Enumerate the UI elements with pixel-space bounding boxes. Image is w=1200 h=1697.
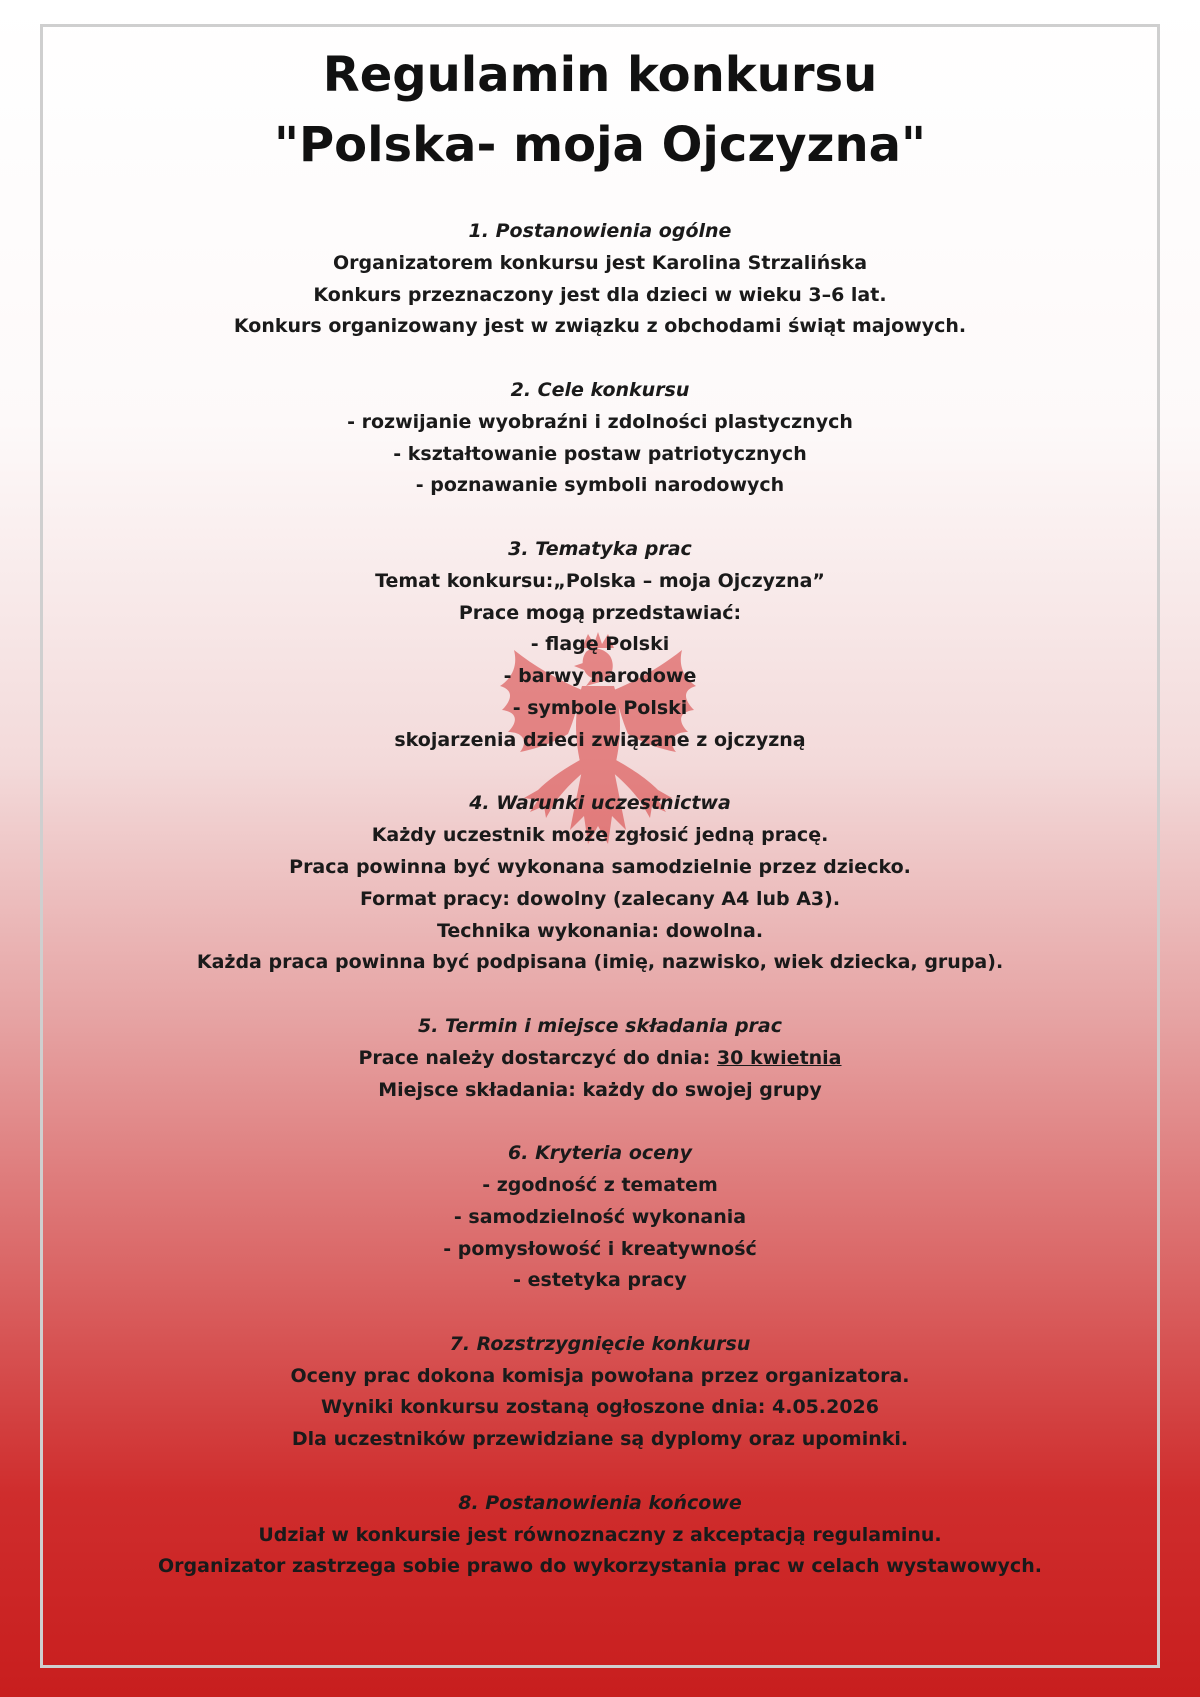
section-final-provisions xyxy=(60,1488,1140,1583)
section-line: Udział w konkursie jest równoznaczny z akceptacją regulaminu. xyxy=(258,1523,942,1546)
section-line: Temat konkursu:„Polska – moja Ojczyzna” xyxy=(375,569,825,592)
section-participation-conditions xyxy=(60,788,1140,979)
submission-place: Miejsce składania: każdy do swojej grupy xyxy=(378,1078,822,1101)
section-line: - barwy narodowe xyxy=(503,665,697,688)
section-line: - flagę Polski xyxy=(530,633,670,656)
title-line-1: Regulamin konkursu xyxy=(322,47,878,103)
section-line: - kształtowanie postaw patriotycznych xyxy=(393,442,807,465)
section-heading: 1. Postanowienia ogólne xyxy=(468,220,732,242)
deadline-line xyxy=(60,1043,1140,1075)
section-line: Oceny prac dokona komisja powołana przez organizatora. xyxy=(290,1364,910,1387)
section-line: - pomysłowość i kreatywność xyxy=(443,1237,757,1260)
section-general-provisions xyxy=(60,216,1140,343)
section-line: Konkurs przeznaczony jest dla dzieci w wieku 3–6 lat. xyxy=(313,283,887,306)
document-title xyxy=(60,40,1140,180)
section-line: Technika wykonania: dowolna. xyxy=(436,919,764,942)
section-line: Konkurs organizowany jest w związku z obchodami świąt majowych. xyxy=(233,315,967,338)
section-line: - poznawanie symboli narodowych xyxy=(415,474,785,497)
section-submission-deadline xyxy=(60,1011,1140,1106)
section-line: Dla uczestników przewidziane są dyplomy oraz upominki. xyxy=(291,1428,909,1451)
deadline-prefix: Prace należy dostarczyć do dnia: xyxy=(358,1046,717,1069)
sections-container xyxy=(60,216,1140,1583)
section-heading: 8. Postanowienia końcowe xyxy=(458,1491,742,1514)
section-line: Praca powinna być wykonana samodzielnie przez dziecko. xyxy=(289,855,911,878)
section-heading: 6. Kryteria oceny xyxy=(508,1142,692,1165)
section-line: Format pracy: dowolny (zalecany A4 lub A3). xyxy=(359,887,841,910)
section-line: skojarzenia dzieci związane z ojczyzną xyxy=(394,728,806,751)
section-heading: 3. Tematyka prac xyxy=(508,537,692,560)
section-contest-goals xyxy=(60,375,1140,502)
regulations-document xyxy=(60,40,1140,1615)
section-line: Prace mogą przedstawiać: xyxy=(458,601,742,624)
section-heading: 5. Termin i miejsce składania prac xyxy=(417,1014,783,1037)
section-evaluation-criteria xyxy=(60,1138,1140,1297)
title-line-2: "Polska- moja Ojczyzna" xyxy=(273,117,927,173)
section-heading: 2. Cele konkursu xyxy=(510,378,690,401)
section-line: Organizator zastrzega sobie prawo do wykorzystania prac w celach wystawowych. xyxy=(158,1555,1042,1578)
section-work-themes xyxy=(60,534,1140,757)
deadline-date: 30 kwietnia xyxy=(716,1046,842,1069)
section-line: - samodzielność wykonania xyxy=(453,1205,747,1228)
section-line: Każda praca powinna być podpisana (imię, nazwisko, wiek dziecka, grupa). xyxy=(196,951,1004,974)
section-line: - estetyka pracy xyxy=(513,1269,687,1292)
section-line: - zgodność z tematem xyxy=(482,1173,718,1196)
section-line: - symbole Polski xyxy=(512,696,688,719)
section-contest-resolution xyxy=(60,1329,1140,1456)
section-line: Każdy uczestnik może zgłosić jedną pracę. xyxy=(371,824,829,847)
section-heading: 7. Rozstrzygnięcie konkursu xyxy=(449,1332,751,1355)
section-heading: 4. Warunki uczestnictwa xyxy=(469,792,731,815)
section-line: Wyniki konkursu zostaną ogłoszone dnia: 4.05.2026 xyxy=(321,1396,879,1419)
section-line: - rozwijanie wyobraźni i zdolności plastycznych xyxy=(347,410,853,433)
section-line: Organizatorem konkursu jest Karolina Strzalińska xyxy=(332,251,868,274)
